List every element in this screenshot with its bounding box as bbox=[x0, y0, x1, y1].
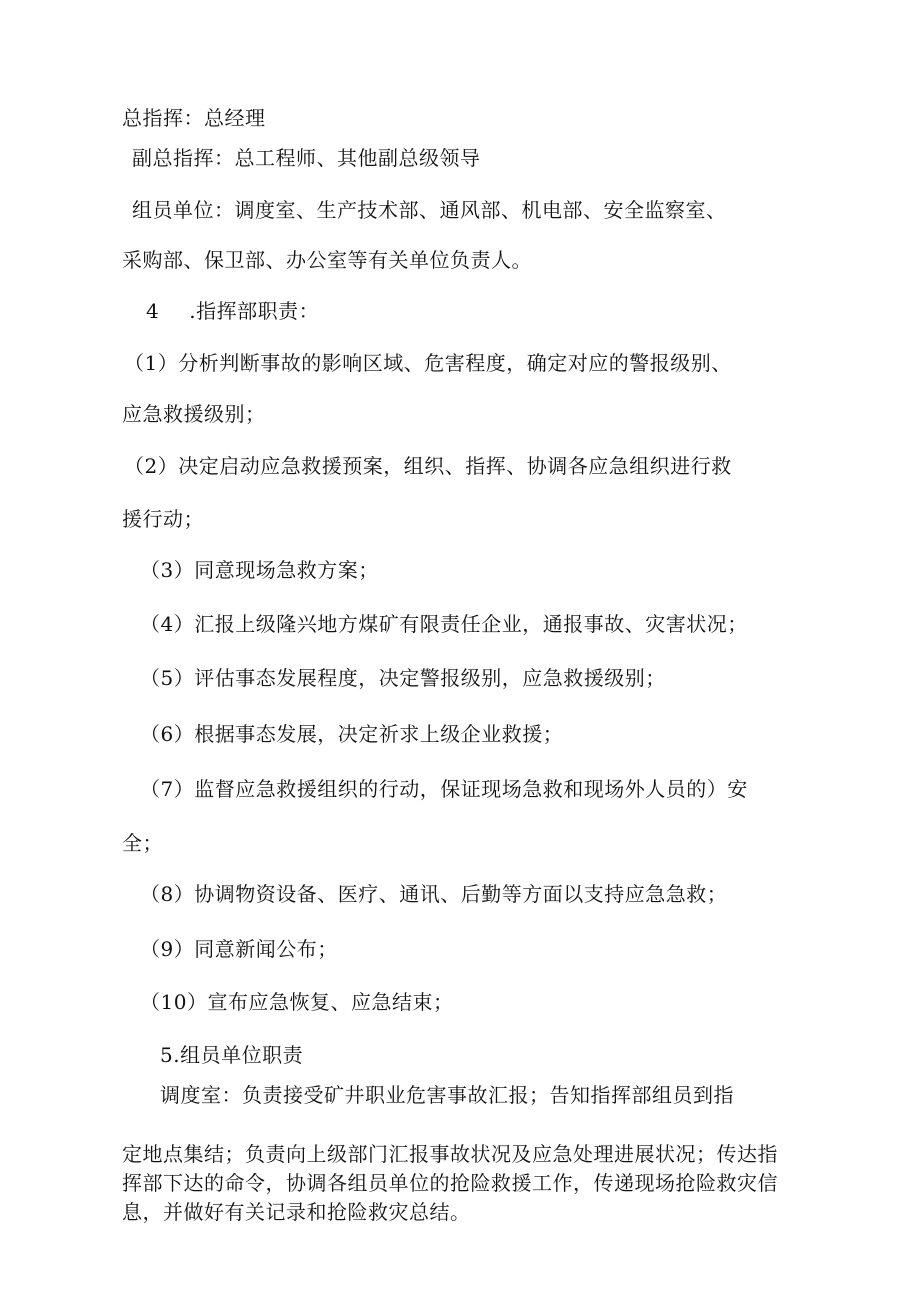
dispatch-room-paragraph: 定地点集结；负责向上级部门汇报事故状况及应急处理进展状况；传达指挥部下达的命令，协调各组员单位的抢险救援工作，传递现场抢险救灾信息，并做好有关记录和抢险救灾总结。 bbox=[122, 1142, 778, 1224]
duty-item-5: （5）评估事态发展程度，决定警报级别，应急救援级别； bbox=[140, 666, 666, 690]
duty-item-9: （9）同意新闻公布； bbox=[140, 937, 338, 961]
duty-item-4: （4）汇报上级隆兴地方煤矿有限责任企业，通报事故、灾害状况； bbox=[140, 612, 748, 636]
duty-item-2-line-1: （2）决定启动应急救援预案，组织、指挥、协调各应急组织进行救 bbox=[124, 454, 732, 478]
commander-line: 总指挥：总经理 bbox=[122, 106, 266, 130]
duty-item-8: （8）协调物资设备、医疗、通讯、后勤等方面以支持应急急救； bbox=[140, 882, 728, 906]
dispatch-room-line-1: 调度室：负责接受矿井职业危害事故汇报；告知指挥部组员到指 bbox=[160, 1083, 734, 1107]
duty-item-1-line-1: （1）分析判断事故的影响区域、危害程度，确定对应的警报级别、 bbox=[124, 351, 732, 375]
section-5-heading: 5.组员单位职责 bbox=[160, 1043, 304, 1067]
section-4-title: .指挥部职责： bbox=[189, 299, 320, 323]
duty-item-2-line-2: 援行动； bbox=[122, 507, 204, 531]
duty-item-10: （10）宣布应急恢复、应急结束； bbox=[140, 990, 454, 1014]
duty-item-7-line-1: （7）监督应急救援组织的行动，保证现场急救和现场外人员的）安 bbox=[140, 777, 748, 801]
duty-item-3: （3）同意现场急救方案； bbox=[140, 558, 379, 582]
member-units-line-1: 组员单位：调度室、生产技术部、通风部、机电部、安全监察室、 bbox=[132, 198, 727, 222]
duty-item-6: （6）根据事态发展，决定祈求上级企业救援； bbox=[140, 722, 564, 746]
duty-item-7-line-2: 全； bbox=[122, 831, 163, 855]
deputy-commander-line: 副总指挥：总工程师、其他副总级领导 bbox=[132, 146, 481, 170]
duty-item-1-line-2: 应急救援级别； bbox=[122, 402, 266, 426]
member-units-line-2: 采购部、保卫部、办公室等有关单位负责人。 bbox=[122, 248, 532, 272]
section-4-number: 4 bbox=[146, 299, 160, 323]
section-4-heading bbox=[146, 297, 319, 325]
